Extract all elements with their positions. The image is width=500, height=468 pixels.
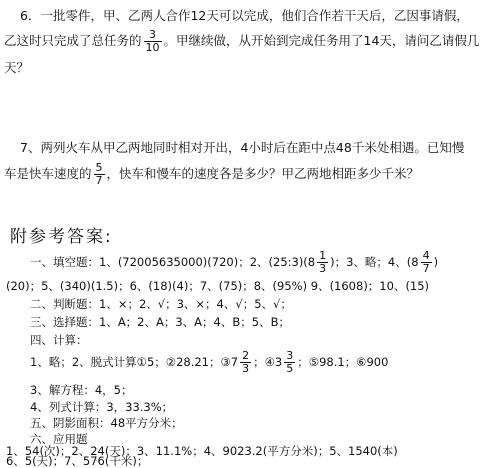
answers-header: 附参考答案: [10,227,113,247]
q7-line-1: 7、两列火车从甲乙两地同时相对开出，4小时后在距中点48千米处相遇。已知慢 [20,140,465,155]
q6-fraction [144,29,162,54]
answers-apply-title: 六、应用题 [30,432,88,446]
fill-fraction-2-numerator: 4 [422,249,430,262]
calc-fraction-2 [284,350,295,375]
q7-fraction-denominator: 7 [95,174,103,187]
fill-fraction-1-numerator: 1 [319,249,327,262]
q6-fraction-numerator: 3 [144,29,162,42]
fill-fraction-2-denominator: 7 [422,262,430,275]
fill-fraction-2 [421,250,432,275]
q7-line-2 [4,160,419,188]
calc-fraction-1 [240,350,251,375]
q6-line-2-start: 乙这时只完成了总任务的 [4,33,142,48]
q7-fraction [94,162,105,187]
fill-fraction-1-denominator: 3 [319,262,327,275]
fill-part-b: )；3、略；4、(8 [330,255,419,269]
answers-judge: 二、判断题：1、×；2、√；3、×；4、√；5、√； [30,297,292,311]
q6-line-1: 6．一批零件，甲、乙两人合作12天可以完成，他们合作若干天后，乙因事请假， [20,8,469,23]
answers-shadow-area: 五、阴影面积：48平方分米； [30,416,183,430]
q6-line-2-end: 。甲继续做，从开始到完成任务用了14天，请问乙请假几 [163,33,480,48]
calc-part-b: ；④3 [253,355,283,369]
answers-calc-line-1 [30,348,388,376]
calc-fraction-2-denominator: 5 [286,362,294,375]
answers-apply-line-1: 1、54(次)；2、24(天)；3、11.1%；4、9023.2(平方分米)；5、1540(本) [6,444,398,458]
answers-choice: 三、选择题：1、A；2、A；3、A；4、B；5、B； [30,315,290,329]
calc-fraction-1-denominator: 3 [242,362,250,375]
q6-fraction-denominator: 10 [145,41,160,54]
answers-calc-4: 4、列式计算：3，33.3%； [30,400,174,414]
q6-line-2 [4,27,479,55]
calc-part-a: 1、略；2、脱式计算①5；②28.21；③7 [30,355,239,369]
fill-part-c: ) [433,255,439,269]
q7-line-2-start: 车是快车速度的 [4,166,92,181]
calc-fraction-2-numerator: 3 [286,349,294,362]
answers-fill-line-2: (20)；5、(340)(1.5)；6、(18)(4)；7、(75)；8、(95%) 9、(1608)；10、(15) [6,279,430,293]
calc-part-c: ；⑤98.1；⑥900 [297,355,389,369]
q7-line-2-end: ，快车和慢车的速度各是多少？甲乙两地相距多少千米？ [106,166,420,181]
q7-fraction-numerator: 5 [95,161,103,174]
answers-fill-line-1 [30,248,438,276]
answers-calc-title: 四、计算： [30,333,88,347]
fill-fraction-1 [317,250,328,275]
answers-apply-line-2: 6、5(天)；7、576(千米)； [6,454,149,468]
q6-line-3: 天？ [4,60,30,75]
fill-part-a: 一、填空题：1、(72005635000)(720)；2、(25:3)(8 [30,255,316,269]
answers-calc-3: 3、解方程：4，5； [30,383,133,397]
calc-fraction-1-numerator: 2 [242,349,250,362]
